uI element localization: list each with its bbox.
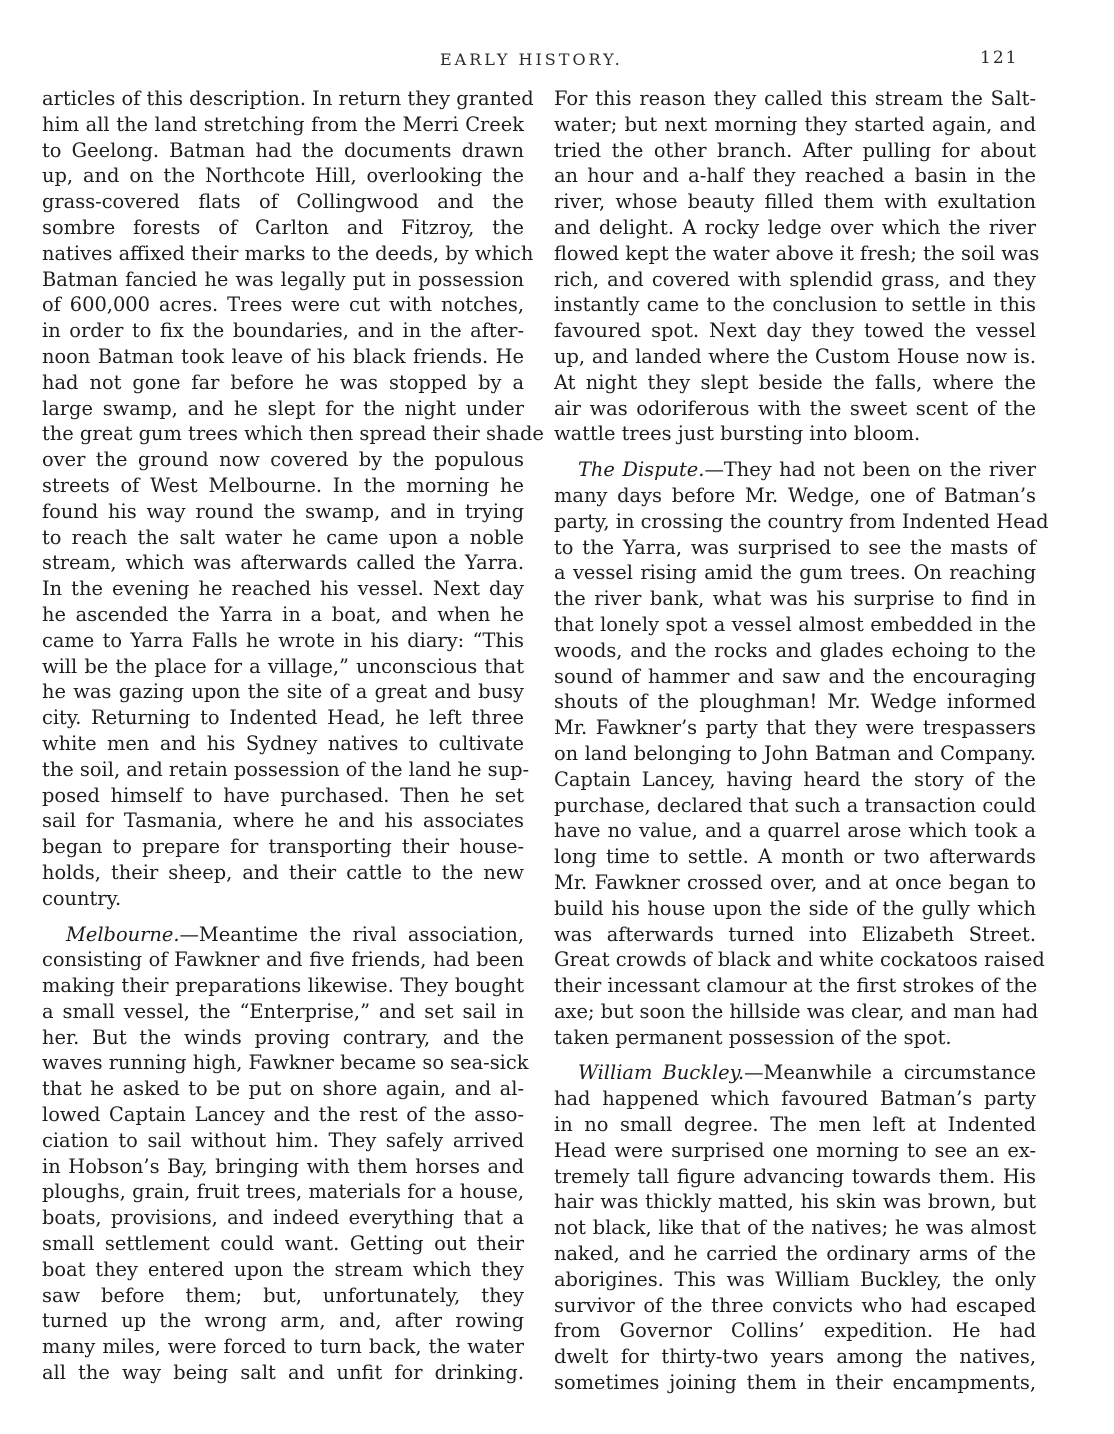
text-line: holds, their sheep, and their cattle to the new <box>42 860 524 884</box>
text-line: survivor of the three convicts who had escaped <box>554 1293 1036 1317</box>
text-line: in order to fix the boundaries, and in the after- <box>42 319 524 343</box>
text-line: natives affixed their marks to the deeds, by which <box>42 241 534 265</box>
text-line: streets of West Melbourne. In the morning he <box>42 473 524 497</box>
paragraph-first-line <box>554 1060 1036 1086</box>
text-line: For this reason they called this stream the Salt- <box>554 87 1036 110</box>
text-line: posed himself to have purchased. Then he set <box>42 783 524 807</box>
text-line: her. But the winds proving contrary, and the <box>42 1025 524 1049</box>
text-line: of 600,000 acres. Trees were cut with notches, <box>42 293 524 317</box>
paragraph-batman-treaty <box>42 86 544 912</box>
text-line: city. Returning to Indented Head, he left three <box>42 706 524 730</box>
text-line: him all the land stretching from the Merri Creek <box>42 112 524 136</box>
text-line: ploughs, grain, fruit trees, materials for a house, <box>42 1180 524 1204</box>
text-line: shouts of the ploughman! Mr. Wedge informed <box>554 690 1036 714</box>
right-column <box>554 86 1049 1396</box>
paragraph-first-line-text: —Meanwhile a circumstance <box>744 1061 1036 1085</box>
text-line: from Governor Collins’ expedition. He had <box>554 1319 1036 1343</box>
text-line: to the Yarra, was surprised to see the masts of <box>554 535 1036 559</box>
text-line: sound of hammer and saw and the encouraging <box>554 664 1036 688</box>
text-line: country. <box>42 886 122 910</box>
text-line: white men and his Sydney natives to cultivate <box>42 731 524 755</box>
text-line: party, in crossing the country from Indented Head <box>554 509 1049 533</box>
text-line: axe; but soon the hillside was clear, and man had <box>554 999 1039 1023</box>
text-line: naked, and he carried the ordinary arms of the <box>554 1242 1036 1266</box>
text-line: many miles, were forced to turn back, the water <box>42 1335 524 1359</box>
text-line: up, and landed where the Custom House now is. <box>554 344 1036 368</box>
text-line: water; but next morning they started again, and <box>554 112 1036 136</box>
text-line: rich, and covered with splendid grass, and they <box>554 267 1036 291</box>
text-line: favoured spot. Next day they towed the vessel <box>554 319 1036 343</box>
paragraph-first-line <box>42 922 524 948</box>
text-line: articles of this description. In return they granted <box>42 87 534 110</box>
text-line: found his way round the swamp, and in trying <box>42 499 524 523</box>
text-line: sometimes joining them in their encampments, <box>554 1371 1036 1395</box>
text-line: the soil, and retain possession of the land he sup- <box>42 757 530 781</box>
text-line: noon Batman took leave of his black friends. He <box>42 344 524 368</box>
text-line: woods, and the rocks and glades echoing to the <box>554 638 1036 662</box>
text-line: all the way being salt and unfit for drinking. <box>42 1361 524 1385</box>
text-line: began to prepare for transporting their house- <box>42 835 524 859</box>
text-line: Batman fancied he was legally put in possession <box>42 267 524 291</box>
text-line: Captain Lancey, having heard the story of the <box>554 767 1036 791</box>
text-line: Mr. Fawkner crossed over, and at once began to <box>554 870 1036 894</box>
text-line: the great gum trees which then spread their shade <box>42 422 544 446</box>
running-header: EARLY HISTORY. <box>440 50 623 69</box>
text-line: in no small degree. The men left at Indented <box>554 1113 1036 1137</box>
text-line: an hour and a-half they reached a basin in the <box>554 164 1036 188</box>
text-line: a small vessel, the “Enterprise,” and set sail in <box>42 999 524 1023</box>
text-line: air was odoriferous with the sweet scent of the <box>554 396 1036 420</box>
text-line: Great crowds of black and white cockatoos raised <box>554 948 1045 972</box>
text-line: that lonely spot a vessel almost embedded in the <box>554 612 1036 636</box>
text-line: river, whose beauty filled them with exultation <box>554 190 1036 214</box>
section-heading-william-buckley: William Buckley. <box>578 1061 745 1085</box>
text-line: long time to settle. A month or two afterwards <box>554 845 1036 869</box>
text-line: turned up the wrong arm, and, after rowing <box>42 1309 524 1333</box>
paragraph-william-buckley <box>554 1060 1036 1395</box>
paragraph-the-dispute <box>554 457 1049 1050</box>
text-line: in Hobson’s Bay, bringing with them horses and <box>42 1154 524 1178</box>
text-line: many days before Mr. Wedge, one of Batman’s <box>554 483 1036 507</box>
text-line: build his house upon the side of the gully which <box>554 896 1036 920</box>
text-line: had happened which favoured Batman’s party <box>554 1087 1036 1111</box>
text-line: hair was thickly matted, his skin was brown, but <box>554 1190 1036 1214</box>
paragraph-first-line-text: —Meantime the rival association, <box>179 922 524 946</box>
text-line: to Geelong. Batman had the documents drawn <box>42 138 524 162</box>
text-line: waves running high, Fawkner became so sea-sick <box>42 1051 529 1075</box>
text-line: was afterwards turned into Elizabeth Street. <box>554 922 1036 946</box>
text-line: had not gone far before he was stopped by a <box>42 370 524 394</box>
text-line: making their preparations likewise. They bought <box>42 974 524 998</box>
text-line: that he asked to be put on shore again, and al- <box>42 1077 524 1101</box>
text-line: purchase, declared that such a transaction could <box>554 793 1036 817</box>
text-line: small settlement could want. Getting out their <box>42 1232 524 1256</box>
text-line: boat they entered upon the stream which they <box>42 1257 524 1281</box>
text-line: tremely tall figure advancing towards them. His <box>554 1164 1036 1188</box>
section-heading-the-dispute: The Dispute. <box>578 458 705 482</box>
text-line: came to Yarra Falls he wrote in his diary: “This <box>42 628 524 652</box>
text-line: on land belonging to John Batman and Company. <box>554 741 1036 765</box>
text-line: sail for Tasmania, where he and his associates <box>42 809 524 833</box>
text-line: large swamp, and he slept for the night under <box>42 396 524 420</box>
text-line: stream, which was afterwards called the Yarra. <box>42 551 524 575</box>
text-line: the river bank, what was his surprise to find in <box>554 587 1036 611</box>
text-line: over the ground now covered by the populous <box>42 448 524 472</box>
paragraph-melbourne <box>42 922 529 1386</box>
text-line: tried the other branch. After pulling for about <box>554 138 1036 162</box>
text-line: Head were surprised one morning to see an ex- <box>554 1138 1036 1162</box>
text-line: Mr. Fawkner’s party that they were trespassers <box>554 716 1036 740</box>
text-line: instantly came to the conclusion to settle in this <box>554 293 1036 317</box>
text-line: At night they slept beside the falls, where the <box>554 370 1036 394</box>
paragraph-saltwater <box>554 86 1040 447</box>
text-line: their incessant clamour at the first strokes of the <box>554 974 1038 998</box>
text-line: he was gazing upon the site of a great and busy <box>42 680 524 704</box>
text-line: a vessel rising amid the gum trees. On reaching <box>554 561 1036 585</box>
text-line: consisting of Fawkner and five friends, had been <box>42 948 524 972</box>
text-line: to reach the salt water he came upon a noble <box>42 525 524 549</box>
paragraph-first-line-text: —They had not been on the river <box>704 458 1037 482</box>
left-column <box>42 86 544 1386</box>
text-line: lowed Captain Lancey and the rest of the asso- <box>42 1103 524 1127</box>
text-line: up, and on the Northcote Hill, overlooking the <box>42 164 524 188</box>
text-line: and delight. A rocky ledge over which the river <box>554 215 1036 239</box>
text-line: sombre forests of Carlton and Fitzroy, the <box>42 215 524 239</box>
text-line: taken permanent possession of the spot. <box>554 1025 952 1049</box>
text-line: he ascended the Yarra in a boat, and when he <box>42 602 524 626</box>
text-line: wattle trees just bursting into bloom. <box>554 422 921 446</box>
text-line: have no value, and a quarrel arose which took a <box>554 819 1036 843</box>
text-line: In the evening he reached his vessel. Next day <box>42 577 524 601</box>
text-line: grass-covered flats of Collingwood and the <box>42 190 524 214</box>
text-line: saw before them; but, unfortunately, they <box>42 1283 524 1307</box>
text-line: boats, provisions, and indeed everything that a <box>42 1206 524 1230</box>
section-heading-melbourne: Melbourne. <box>66 922 180 946</box>
text-line: will be the place for a village,” unconscious that <box>42 654 524 678</box>
text-line: aborigines. This was William Buckley, the only <box>554 1267 1036 1291</box>
page-number: 121 <box>980 48 1019 68</box>
text-line: dwelt for thirty-two years among the natives, <box>554 1345 1036 1369</box>
text-line: not black, like that of the natives; he was almost <box>554 1216 1036 1240</box>
text-line: ciation to sail without him. They safely arrived <box>42 1128 524 1152</box>
text-line: flowed kept the water above it fresh; the soil was <box>554 241 1040 265</box>
paragraph-first-line <box>554 457 1036 483</box>
